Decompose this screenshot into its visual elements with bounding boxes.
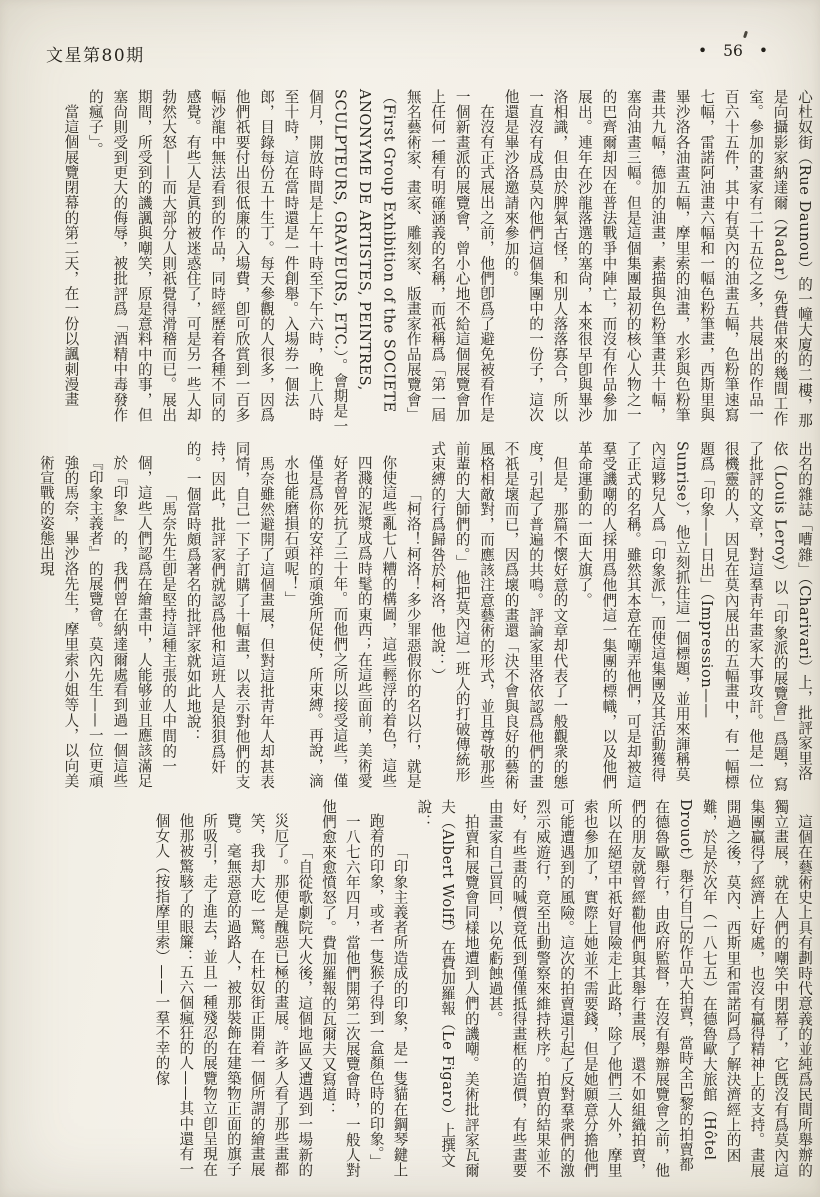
paragraph: 但是，那篇不懷好意的文章却代表了一般觀衆的態度，引起了普遍的共鳴。評論家里洛依認爲他們的畫不祇是壞而已，因爲壞的畫還「決不會與良好的藝術風格相敵對，而應該注意藝術的形式，並且尊敬那些前輩的大師們的。」他把莫內這一班人的打破傳統形式束縛的行爲歸咎於柯洛，他說：） [429, 441, 569, 790]
paragraph: 一八七六年四月，當他們開第二次展覽會時，一般人對他們愈來愈憤怒了。費加羅報的瓦爾夫又寫道： [320, 799, 361, 1178]
quote-paragraph: 「印象主義者所造成的印象，是一隻貓在鋼琴鍵上跑着的印象，或者一隻猴子得到一盒顏色時的印象。」 [367, 813, 409, 1177]
quote-paragraph: 「柯洛！柯洛！多少罪惡假你的名以行，就是你使這些亂七八糟的構圖，這些輕浮的着色，這些四濺的泥漿成爲時髦的東西；在這些面前，美術愛好者曾死抗了三十年。而他們之所以接受這些，僅僅是爲你的安祥的頑強所促使，所束縛。再說，滴水也能磨損石頭呢！」 [282, 455, 422, 789]
paragraph-continuation: 心杜奴街（Rue Daunou）的一幢大廈的二樓，那是向攝影家納達爾（Nadar）免費借來的幾間工作室。參加的畫家有二十五位之多，共展出的作品一百六十五件，其中有莫內的油畫五幅，色粉筆速寫七幅，雷諾阿油畫六幅和一幅色粉筆畫，西斯里與畢沙洛各油畫五幅，摩里索的油畫，水彩與色粉筆畫共九幅，德加的油畫，素描與色粉筆畫共十幅，塞尙油畫三幅。但是這個集團最初的核心人物之一的巴齊爾却因在普法戰爭中陣亡，而沒有作品參加展出。連年在沙龍落選的塞尙，本來很早卽與畢沙洛相識，但由於脾氣古怪，和別人落落寡合，所以一直沒有成爲莫內他們這個集團中的一份子，這次他還是畢沙洛邀請來參加的。 [502, 89, 813, 428]
paragraph: 在沒有正式展出之前，他們卽爲了避免被看作是一個新畫派的展覽會，曾小心地不給這個展覽會加上任何一種有明確涵義的名稱，而祇稱爲「第一屆無名藝術家、畫家、雕刻家、版畫家作品展覽會」（First Group Exhibition of the SOCIETE ANONYME DE ARTISTES, PEINTRES, SCULPTEURS, GRAVEURS, ETC.）。會期是一個月，開放時間是上午十時至下午六時，晚上八時至十時，這在當時還是一件創舉。入場券一個法郎，目錄每份五十生丁。每天參觀的人很多，因爲他們祇要付出很低廉的入場費，卽可欣賞到一百多幅沙龍中無法看到的作品，同時經歷着各種不同的感覺。有些人是眞的被迷惑住了，可是另一些人却勃然大怒——而大部分人則祇覺得滑稽而已。展出期間，所受到的譏諷與嘲笑，原是意料中的事，但塞尙則受到更大的侮辱，被批評爲「酒精中毒發作的瘋子」。 [86, 89, 496, 434]
text-band-2 [37, 441, 816, 792]
paragraph: 當這個展覽閉幕的第二天，在一份以諷刺漫畫 [62, 104, 80, 408]
page-dot-left: • [697, 42, 708, 60]
text-band-1 [54, 89, 816, 436]
text-band-3 [54, 799, 816, 1187]
paragraph: 馬奈雖然避開了這個畫展，但對這批靑年人却甚表同情，自己一下子訂購了十幅畫，以表示對他們的支持，因此，批評家們就認爲他和這班人是狼狽爲奸的。一個當時頗爲著名的批評家就如此地說： [184, 441, 276, 790]
page-number: 56 [723, 42, 743, 60]
paragraph: 拍賣和展覽會同樣地遭到人們的譏嘲。美術批評家瓦爾夫（Albert Wolff）在費加羅報（Le Figaro）上撰文說： [415, 799, 480, 1178]
quote-paragraph: 「自從歌劇院大火後，這個地區又遭遇到一場新的災厄了。那便是醜惡已極的畫展。許多人看了那些畫都笑，我却大吃一驚。在杜奴街正開着一個所謂的繪畫展覽。毫無惡意的過路人，被那裝飾在建築物正面的旗子所吸引，走了進去，並且一種殘忍的展覽物立卽呈現在他那被驚駭了的眼簾：五六個瘋狂的人——其中還有一個女人（按指摩里索）——一羣不幸的傢 [153, 813, 314, 1177]
publication-title: 文星第80期 [46, 46, 145, 66]
page-dot-right: • [758, 42, 768, 60]
paragraph-continuation: 出名的雜誌「嘈雜」（Charivari）上，批評家里洛依（Louis Leroy）以「印象派的展覽會」爲題，寫了批評的文章，對這羣靑年畫家大事攻訐。他是一位很機靈的人，因見在莫內展出的五幅畫中，有一幅標題爲「印象——日出」（Impression——Sunrise），他立刻抓住這一個標題，並用來諢稱莫內這夥兒人爲「印象派」，而使這集團及其活動獲得了正式的名稱。雖然其本意在嘲弄他們，可是却被這羣受譏嘲的人採用爲他們這一集團的標幟，以及他們革命運動的一面大旗了。 [575, 441, 813, 792]
quote-paragraph: 「馬奈先生卽是堅持這種主張的人中間的一個，這些人們認爲在繪畫中，人能够並且應該滿足於『印象』的，我們曾在納達爾處看到過一個這些『印象主義者』的展覽會。莫內先生——一位更頑強的馬奈，畢沙洛先生，摩里索小姐等人，以向美術宣戰的姿態出現 [37, 455, 178, 789]
paragraph: 這個在藝術史上具有劃時代意義的並純爲民間所舉辦的獨立畫展，就在人們的嘲笑中閉幕了，它旣沒有爲莫內這集團贏得了經濟上好處，也沒有贏得精神上的支持。畫展開過之後，莫內、西斯里和雷諾阿爲了解決濟經上的困難，於是於次年（一八七五）在德魯歐大旅館（Hôtel Drouot）舉行自己的作品大拍賣，當時全巴黎的拍賣都在德魯歐舉行，由政府監督，在沒有舉辦展覽會之前，他們的朋友就曾經勸他們與其舉行畫展，還不如組織拍賣，所以在絕望中祇好冒險走上此路，除了他們三人外，摩里索也參加了，實際上她並不需要錢，但是她願意分擔他們可能遭遇到的風險。這次的拍賣還引起了反對羣衆們的激烈示威遊行，竟至出動警察來維持秩序。拍賣的結果並不好，有些畫的喊價竟低到僅僅抵得畫框的造價，有些畫要由畫家自己買回，以免虧蝕過甚。 [486, 799, 813, 1178]
